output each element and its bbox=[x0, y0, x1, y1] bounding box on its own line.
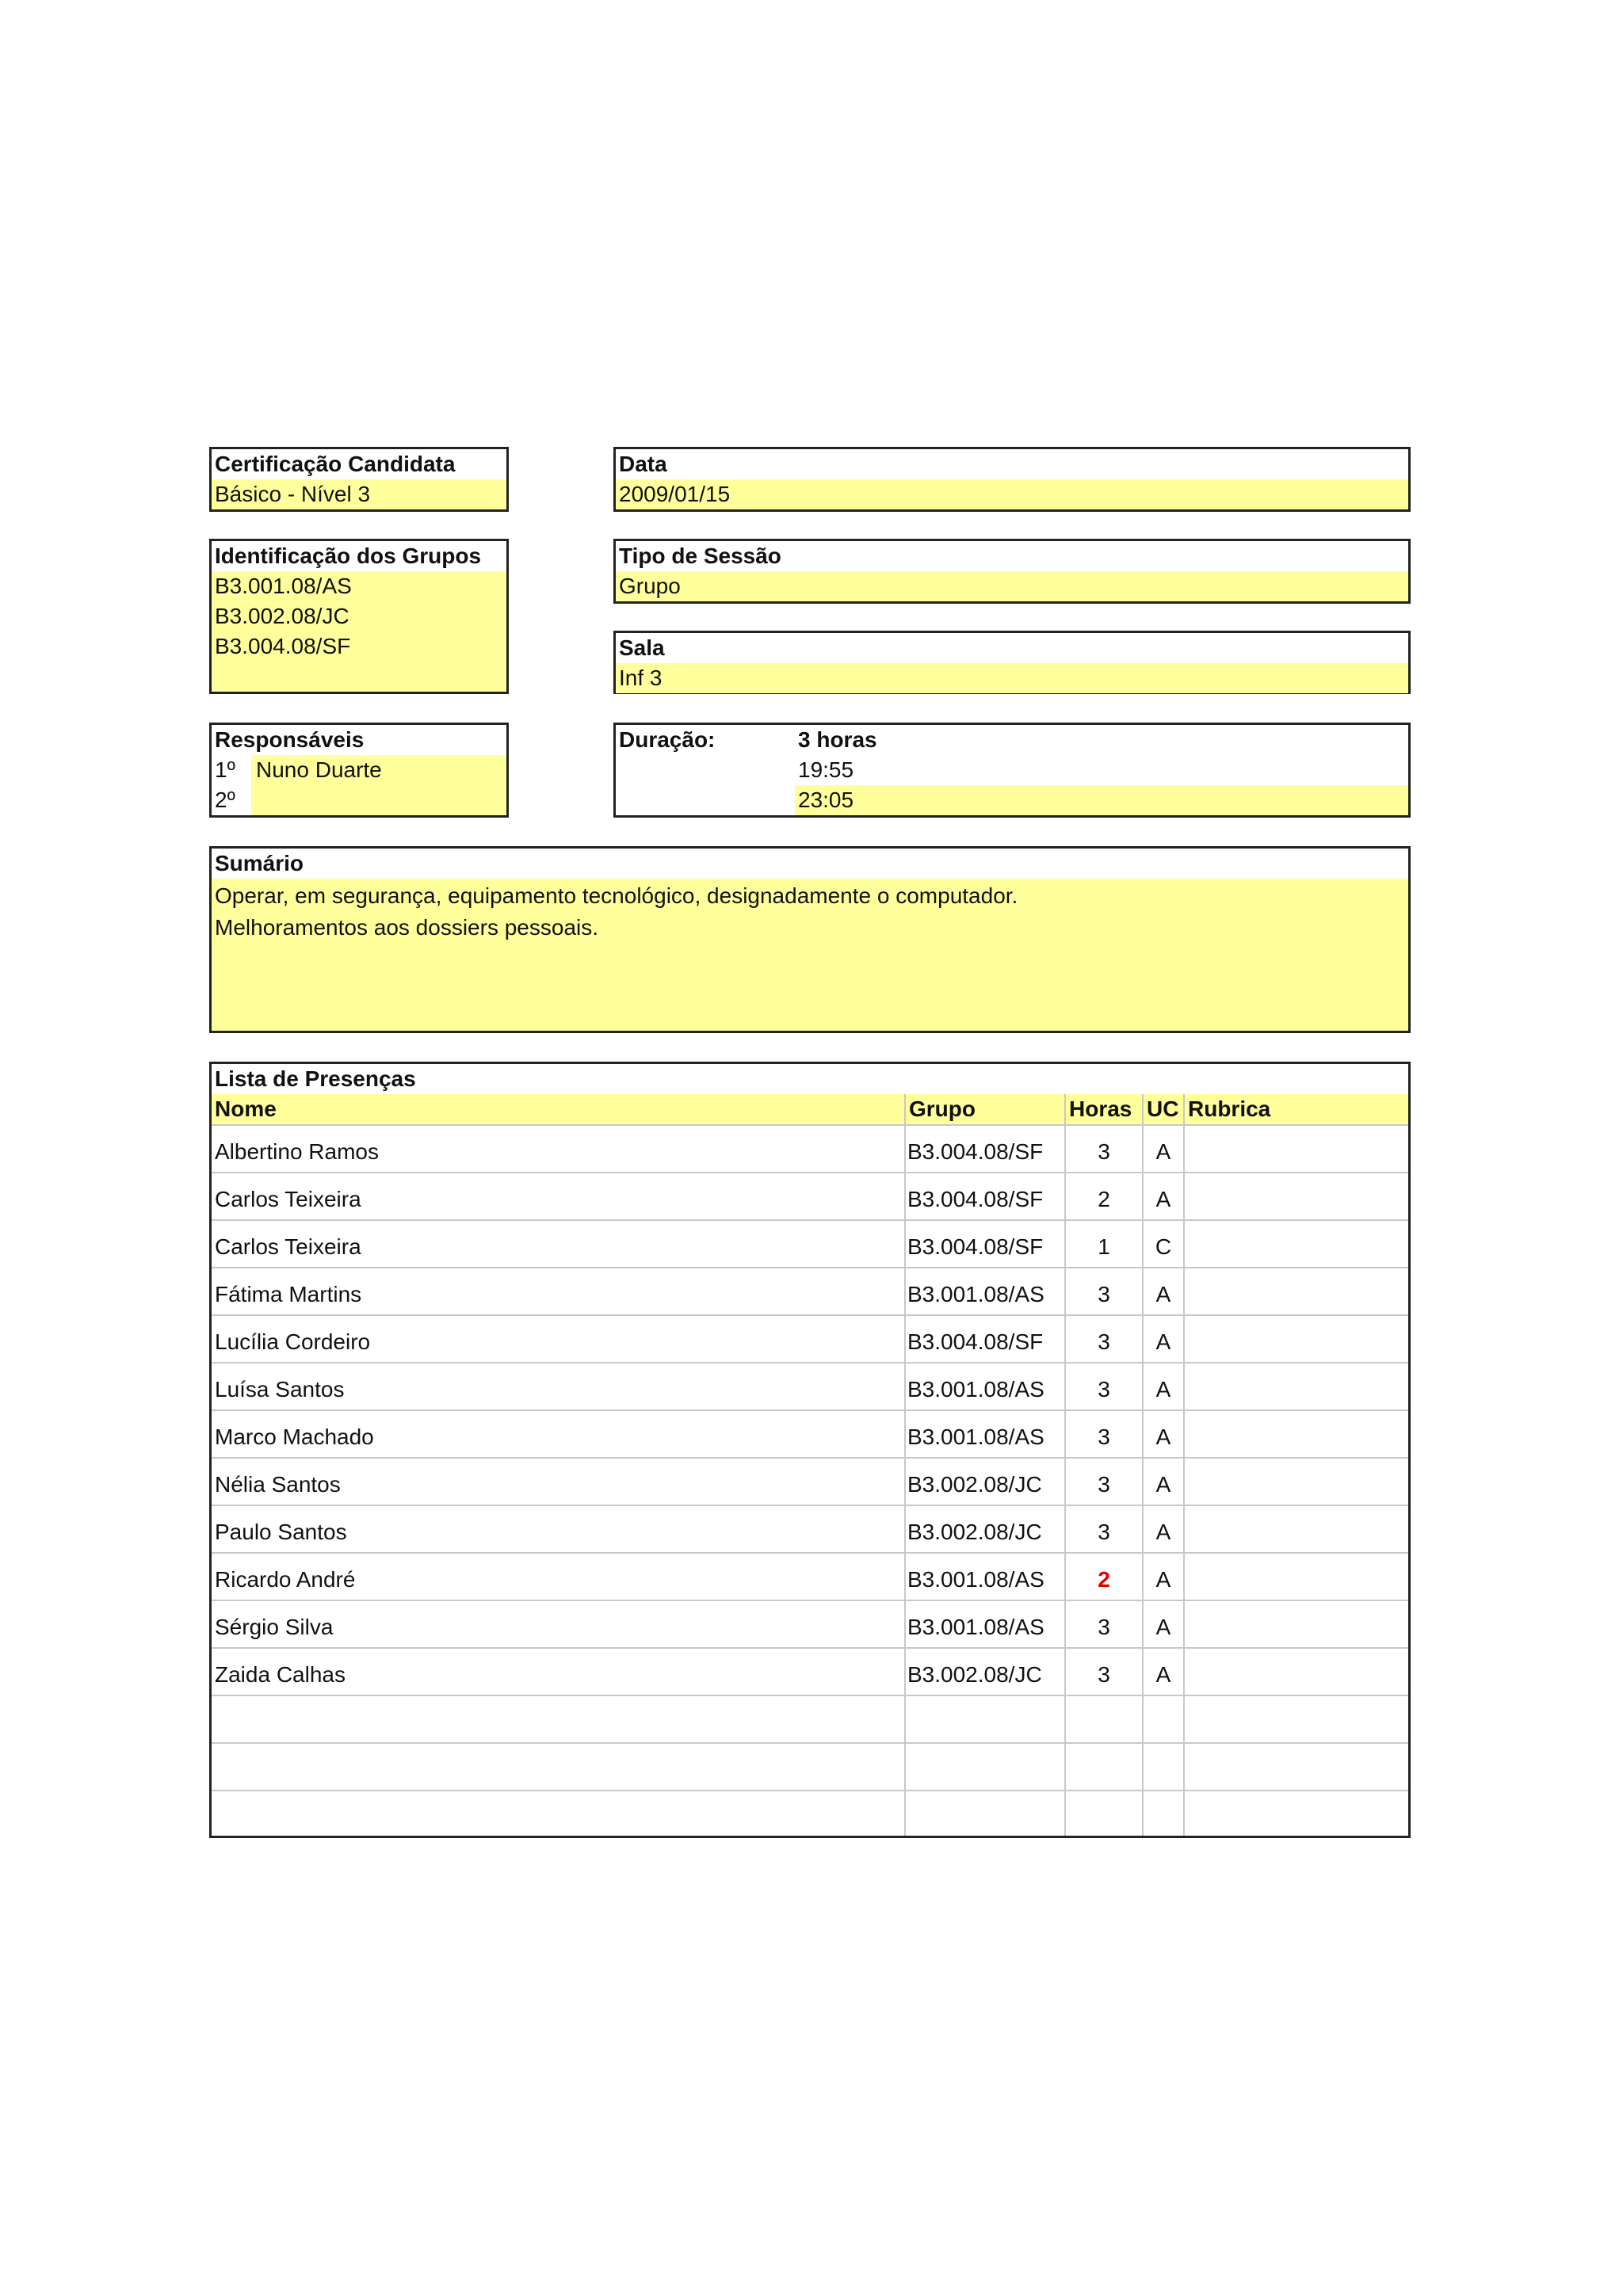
sumario-label: Sumário bbox=[215, 851, 304, 875]
table-row bbox=[212, 1172, 1408, 1219]
presencas-title: Lista de Presenças bbox=[215, 1066, 416, 1091]
inicio-value: 19:55 bbox=[798, 757, 854, 782]
cell-nome: Albertino Ramos bbox=[215, 1139, 379, 1164]
col-header-nome: Nome bbox=[215, 1097, 277, 1121]
grupos-label: Identificação dos Grupos bbox=[215, 543, 482, 568]
cell-nome: Zaida Calhas bbox=[215, 1662, 346, 1687]
cell-uc: A bbox=[1155, 1377, 1171, 1402]
cell-horas: 2 bbox=[1098, 1187, 1110, 1211]
grupos-item: B3.001.08/AS bbox=[212, 571, 506, 601]
cell-nome: Nélia Santos bbox=[215, 1472, 341, 1497]
table-row bbox=[212, 1267, 1408, 1314]
certificacao-box bbox=[209, 447, 509, 512]
cell-uc: A bbox=[1155, 1282, 1171, 1306]
col-header-grupo: Grupo bbox=[909, 1097, 976, 1121]
table-row bbox=[212, 1457, 1408, 1505]
table-row bbox=[212, 1552, 1408, 1600]
cell-grupo: B3.001.08/AS bbox=[907, 1425, 1044, 1449]
cell-nome: Luísa Santos bbox=[215, 1377, 345, 1402]
horario-box bbox=[613, 723, 1411, 818]
table-row bbox=[212, 1647, 1408, 1695]
fim-value: 23:05 bbox=[798, 788, 854, 812]
duracao-label: Duração: bbox=[619, 727, 716, 752]
sala-box bbox=[613, 631, 1411, 694]
cell-nome: Paulo Santos bbox=[215, 1520, 347, 1544]
cell-nome: Ricardo André bbox=[215, 1567, 356, 1592]
data-label: Data bbox=[619, 452, 667, 476]
presencas-header-row bbox=[212, 1094, 1408, 1124]
responsavel-2-ordinal: 2º bbox=[215, 788, 235, 812]
cell-uc: A bbox=[1155, 1662, 1171, 1687]
data-box bbox=[613, 447, 1411, 512]
grupos-empty-row bbox=[212, 662, 506, 692]
sala-value: Inf 3 bbox=[616, 663, 1408, 693]
responsaveis-label: Responsáveis bbox=[215, 727, 365, 752]
cell-uc: A bbox=[1155, 1425, 1171, 1449]
data-value: 2009/01/15 bbox=[616, 479, 1408, 509]
col-header-uc: UC bbox=[1147, 1097, 1179, 1121]
cell-grupo: B3.002.08/JC bbox=[907, 1472, 1042, 1497]
cell-grupo: B3.002.08/JC bbox=[907, 1520, 1042, 1544]
cell-grupo: B3.001.08/AS bbox=[907, 1282, 1044, 1306]
cell-uc: A bbox=[1155, 1567, 1171, 1592]
table-row bbox=[212, 1362, 1408, 1409]
tipo-sessao-value: Grupo bbox=[616, 571, 1408, 601]
sumario-line: Operar, em segurança, equipamento tecnológico, designadamente o computador. bbox=[215, 883, 1018, 908]
responsavel-1-name: Nuno Duarte bbox=[251, 755, 506, 785]
cell-nome: Carlos Teixeira bbox=[215, 1234, 361, 1259]
table-row bbox=[212, 1409, 1408, 1457]
cell-uc: A bbox=[1155, 1472, 1171, 1497]
grupos-box bbox=[209, 539, 509, 694]
cell-grupo: B3.004.08/SF bbox=[907, 1139, 1044, 1164]
table-row bbox=[212, 1790, 1408, 1837]
col-header-rubrica: Rubrica bbox=[1188, 1097, 1271, 1121]
cell-uc: A bbox=[1155, 1139, 1171, 1164]
table-row bbox=[212, 1314, 1408, 1362]
col-header-horas: Horas bbox=[1069, 1097, 1132, 1121]
table-row bbox=[212, 1695, 1408, 1742]
cell-nome: Sérgio Silva bbox=[215, 1615, 334, 1639]
cell-grupo: B3.004.08/SF bbox=[907, 1329, 1044, 1354]
presencas-table bbox=[209, 1062, 1411, 1838]
cell-uc: A bbox=[1155, 1615, 1171, 1639]
cell-uc: A bbox=[1155, 1520, 1171, 1544]
cell-horas: 3 bbox=[1098, 1615, 1110, 1639]
tipo-sessao-box bbox=[613, 539, 1411, 604]
cell-grupo: B3.002.08/JC bbox=[907, 1662, 1042, 1687]
table-row bbox=[212, 1219, 1408, 1267]
table-row bbox=[212, 1505, 1408, 1552]
certificacao-value: Básico - Nível 3 bbox=[212, 479, 506, 509]
cell-nome: Fátima Martins bbox=[215, 1282, 362, 1306]
table-row bbox=[212, 1124, 1408, 1172]
cell-uc: A bbox=[1155, 1187, 1171, 1211]
cell-grupo: B3.004.08/SF bbox=[907, 1234, 1044, 1259]
cell-nome: Lucília Cordeiro bbox=[215, 1329, 371, 1354]
table-row bbox=[212, 1742, 1408, 1790]
sala-label: Sala bbox=[619, 635, 665, 660]
certificacao-label: Certificação Candidata bbox=[215, 452, 456, 476]
cell-nome: Carlos Teixeira bbox=[215, 1187, 361, 1211]
cell-horas: 3 bbox=[1098, 1329, 1110, 1354]
cell-horas: 1 bbox=[1098, 1234, 1110, 1259]
cell-uc: C bbox=[1155, 1234, 1172, 1259]
cell-horas: 3 bbox=[1098, 1139, 1110, 1164]
cell-horas: 3 bbox=[1098, 1282, 1110, 1306]
cell-horas: 3 bbox=[1098, 1662, 1110, 1687]
duracao-value: 3 horas bbox=[798, 727, 877, 752]
tipo-sessao-label: Tipo de Sessão bbox=[619, 543, 781, 568]
cell-nome: Marco Machado bbox=[215, 1425, 374, 1449]
responsavel-1-ordinal: 1º bbox=[215, 757, 235, 782]
sumario-line: Melhoramentos aos dossiers pessoais. bbox=[215, 915, 599, 940]
grupos-item: B3.004.08/SF bbox=[212, 631, 506, 662]
cell-grupo: B3.004.08/SF bbox=[907, 1187, 1044, 1211]
cell-horas: 3 bbox=[1098, 1520, 1110, 1544]
responsaveis-box bbox=[209, 723, 509, 818]
cell-grupo: B3.001.08/AS bbox=[907, 1615, 1044, 1639]
horario-label-column bbox=[616, 755, 795, 815]
cell-grupo: B3.001.08/AS bbox=[907, 1377, 1044, 1402]
sumario-box bbox=[209, 846, 1411, 1033]
cell-grupo: B3.001.08/AS bbox=[907, 1567, 1044, 1592]
cell-horas: 2 bbox=[1098, 1567, 1110, 1592]
sumario-body bbox=[212, 879, 1408, 1031]
cell-horas: 3 bbox=[1098, 1425, 1110, 1449]
table-row bbox=[212, 1600, 1408, 1647]
grupos-item: B3.002.08/JC bbox=[212, 601, 506, 631]
cell-horas: 3 bbox=[1098, 1472, 1110, 1497]
cell-horas: 3 bbox=[1098, 1377, 1110, 1402]
cell-uc: A bbox=[1155, 1329, 1171, 1354]
responsavel-2-name bbox=[251, 785, 506, 815]
